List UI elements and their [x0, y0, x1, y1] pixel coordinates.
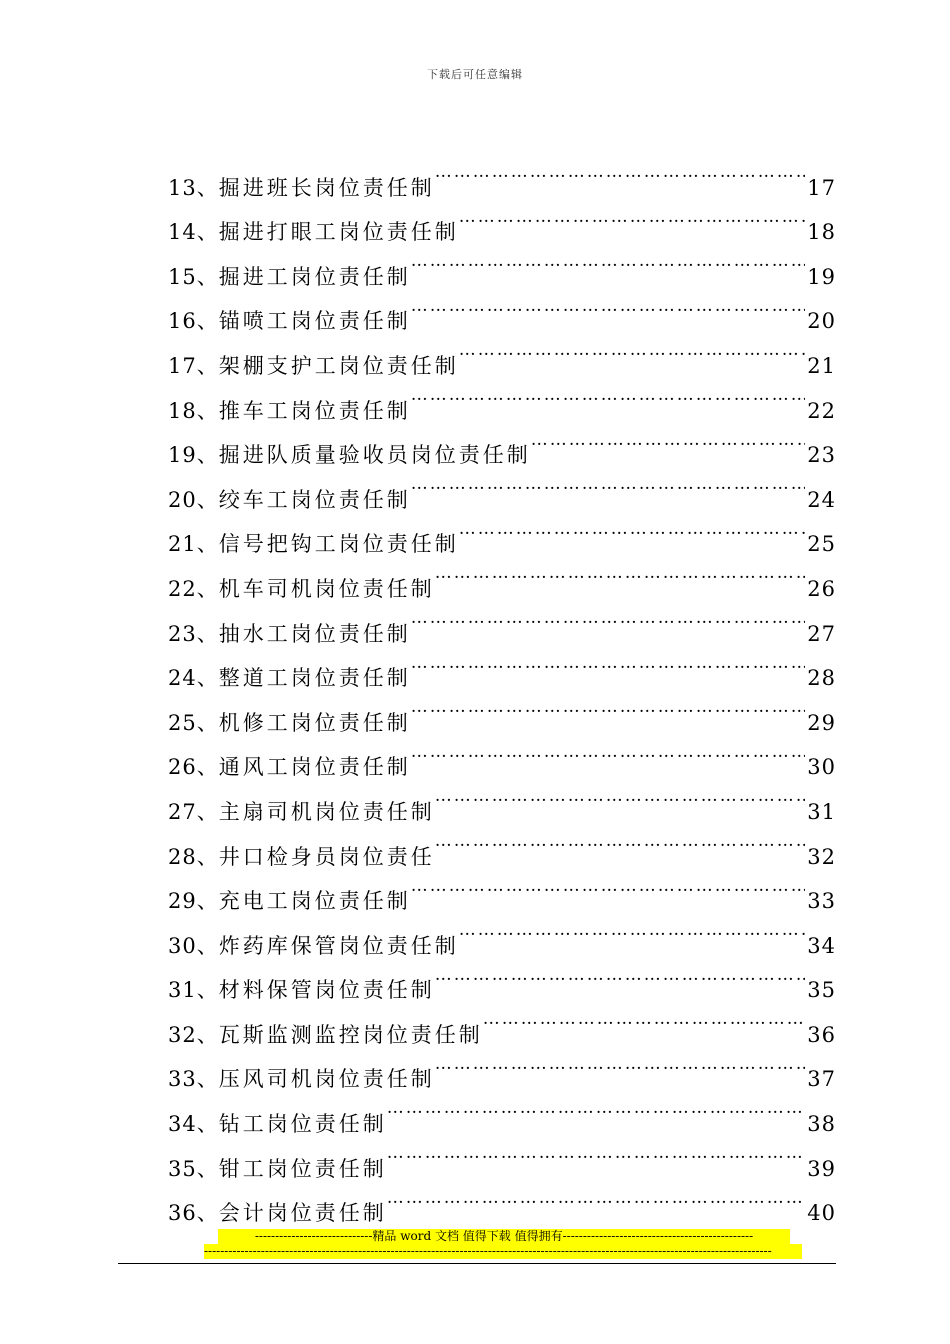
toc-entry-number: 25、	[168, 710, 219, 735]
toc-entry-number: 35、	[168, 1156, 219, 1181]
toc-entry-title: 掘进工岗位责任制	[218, 264, 411, 289]
toc-entry-number: 31、	[168, 978, 219, 1003]
footer-banner-line-2: --------------------------------------------------------------------------------------------------------------------------------------------	[204, 1244, 802, 1259]
toc-entry-number: 26、	[168, 755, 219, 780]
table-of-contents	[168, 150, 836, 1226]
toc-entry-number: 21、	[168, 532, 219, 557]
toc-entry-page-number: 33	[807, 889, 836, 914]
toc-entry-page-number: 18	[807, 220, 836, 245]
toc-entry-title: 机车司机岗位责任制	[218, 576, 435, 601]
toc-entry-title: 瓦斯监测监控岗位责任制	[218, 1022, 483, 1047]
toc-dot-leader	[435, 1042, 806, 1087]
toc-entry-page-number: 36	[807, 1022, 836, 1047]
toc-entry-page-number: 39	[807, 1156, 836, 1181]
footer-banner	[204, 1229, 802, 1259]
toc-entry-page-number: 28	[807, 666, 836, 691]
toc-dot-leader	[411, 373, 806, 418]
toc-entry-title: 信号把钩工岗位责任制	[218, 532, 459, 557]
toc-entry-page-number: 34	[807, 933, 836, 958]
toc-entry-title: 钻工岗位责任制	[218, 1112, 387, 1137]
toc-entry-number: 33、	[168, 1067, 219, 1092]
toc-entry-title: 锚喷工岗位责任制	[218, 309, 411, 334]
toc-dot-leader	[459, 507, 806, 552]
toc-entry-title: 会计岗位责任制	[218, 1201, 387, 1226]
toc-entry-number: 15、	[168, 264, 219, 289]
toc-entry-title: 架棚支护工岗位责任制	[218, 353, 459, 378]
toc-entry-number: 30、	[168, 933, 219, 958]
toc-entry-number: 18、	[168, 398, 219, 423]
toc-entry-title: 整道工岗位责任制	[218, 666, 411, 691]
toc-entry-title: 材料保管岗位责任制	[218, 978, 435, 1003]
toc-entry-number: 32、	[168, 1022, 219, 1047]
toc-entry-title: 掘进打眼工岗位责任制	[218, 220, 459, 245]
toc-entry-title: 绞车工岗位责任制	[218, 487, 411, 512]
toc-dot-leader	[387, 1131, 806, 1176]
toc-entry-page-number: 35	[807, 978, 836, 1003]
toc-entry-title: 井口检身员岗位责任	[218, 844, 435, 869]
toc-entry-number: 28、	[168, 844, 219, 869]
toc-entry-number: 24、	[168, 666, 219, 691]
toc-entry-number: 22、	[168, 576, 219, 601]
toc-dot-leader	[411, 239, 806, 284]
toc-dot-leader	[411, 284, 806, 329]
toc-entry-page-number: 26	[807, 576, 836, 601]
toc-entry-number: 17、	[168, 353, 219, 378]
toc-entry-page-number: 38	[807, 1112, 836, 1137]
toc-dot-leader	[459, 328, 806, 373]
toc-dot-leader	[411, 730, 806, 775]
toc-entry-number: 14、	[168, 220, 219, 245]
toc-entry-number: 23、	[168, 621, 219, 646]
toc-dot-leader	[435, 774, 806, 819]
toc-entry-page-number: 21	[807, 353, 836, 378]
toc-entry-title: 通风工岗位责任制	[218, 755, 411, 780]
toc-entry[interactable]	[168, 150, 836, 200]
toc-entry-page-number: 29	[807, 710, 836, 735]
toc-entry-number: 36、	[168, 1201, 219, 1226]
toc-dot-leader	[411, 864, 806, 909]
toc-entry-page-number: 40	[807, 1201, 836, 1226]
toc-dot-leader	[483, 997, 806, 1042]
toc-entry-page-number: 19	[807, 264, 836, 289]
toc-entry-title: 充电工岗位责任制	[218, 889, 411, 914]
toc-entry-title: 抽水工岗位责任制	[218, 621, 411, 646]
toc-entry-page-number: 20	[807, 309, 836, 334]
toc-entry-title: 推车工岗位责任制	[218, 398, 411, 423]
toc-entry-number: 16、	[168, 309, 219, 334]
toc-entry-title: 掘进班长岗位责任制	[218, 175, 435, 200]
toc-entry-page-number: 17	[807, 175, 836, 200]
toc-entry-page-number: 37	[807, 1067, 836, 1092]
toc-entry-page-number: 32	[807, 844, 836, 869]
toc-entry-title: 掘进队质量验收员岗位责任制	[218, 443, 531, 468]
toc-dot-leader	[435, 150, 806, 195]
toc-dot-leader	[411, 685, 806, 730]
toc-entry-number: 13、	[168, 175, 219, 200]
toc-entry-title: 主扇司机岗位责任制	[218, 799, 435, 824]
toc-entry-title: 钳工岗位责任制	[218, 1156, 387, 1181]
toc-dot-leader	[387, 1176, 806, 1221]
toc-dot-leader	[411, 462, 806, 507]
toc-dot-leader	[435, 551, 806, 596]
toc-dot-leader	[435, 953, 806, 998]
toc-dot-leader	[459, 908, 806, 953]
toc-dot-leader	[435, 819, 806, 864]
toc-dot-leader	[411, 641, 806, 686]
toc-entry-number: 20、	[168, 487, 219, 512]
toc-dot-leader	[411, 596, 806, 641]
toc-entry-page-number: 24	[807, 487, 836, 512]
toc-entry-title: 机修工岗位责任制	[218, 710, 411, 735]
page-header: 下载后可任意编辑	[427, 68, 523, 81]
toc-entry-page-number: 23	[807, 443, 836, 468]
toc-entry-page-number: 25	[807, 532, 836, 557]
footer-banner-line-1: -----------------------------精品 word 文档 值得下载 值得拥有-----------------------------------------------	[218, 1229, 790, 1244]
toc-dot-leader	[387, 1086, 806, 1131]
toc-entry-page-number: 30	[807, 755, 836, 780]
toc-dot-leader	[531, 418, 806, 463]
toc-entry-title: 压风司机岗位责任制	[218, 1067, 435, 1092]
toc-entry-page-number: 27	[807, 621, 836, 646]
toc-entry-number: 27、	[168, 799, 219, 824]
footer-rule	[118, 1263, 836, 1264]
toc-entry-number: 29、	[168, 889, 219, 914]
toc-dot-leader	[459, 195, 806, 240]
toc-entry-number: 19、	[168, 443, 219, 468]
toc-entry-number: 34、	[168, 1112, 219, 1137]
toc-entry-title: 炸药库保管岗位责任制	[218, 933, 459, 958]
toc-entry-page-number: 31	[807, 799, 836, 824]
toc-entry-page-number: 22	[807, 398, 836, 423]
